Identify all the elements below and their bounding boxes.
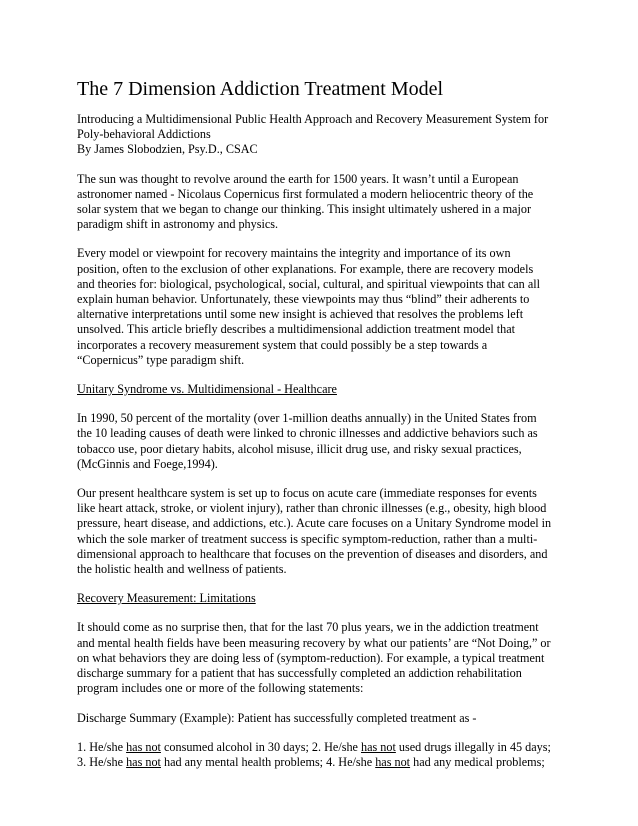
text-line: (McGinnis and Foege,1994). bbox=[77, 456, 218, 471]
text-line: and mental health fields have been measuring recovery by what our patients’ are “Not Doing,” or bbox=[77, 635, 551, 650]
text-line: solar system that we began to change our thinking. This insight ultimately ushered in a major bbox=[77, 202, 532, 217]
discharge-statement-list bbox=[77, 740, 578, 770]
list-text: consumed alcohol in 30 days; 2. He/she bbox=[160, 739, 361, 754]
text-line: the holistic health and wellness of patients. bbox=[77, 562, 287, 577]
paragraph-mortality bbox=[77, 411, 578, 472]
document-title: The 7 Dimension Addiction Treatment Model bbox=[77, 78, 444, 100]
emphasis-has-not: has not bbox=[126, 754, 161, 769]
text-line: program includes one or more of the following statements: bbox=[77, 681, 364, 696]
subtitle-line: Introducing a Multidimensional Public Health Approach and Recovery Measurement System for bbox=[77, 112, 549, 126]
text-line: In 1990, 50 percent of the mortality (over 1-million deaths annually) in the United States from bbox=[77, 411, 537, 426]
emphasis-has-not: has not bbox=[126, 739, 161, 754]
paragraph-copernicus bbox=[77, 172, 578, 233]
list-text: had any medical problems; bbox=[410, 754, 545, 769]
text-line: “Copernicus” type paradigm shift. bbox=[77, 352, 245, 367]
text-line: incorporates a recovery measurement system that could possibly be a step towards a bbox=[77, 337, 488, 352]
text-line: dimensional approach to healthcare that focuses on the prevention of diseases and disorders, and bbox=[77, 546, 548, 561]
paragraph-healthcare-system bbox=[77, 486, 578, 577]
list-text: 3. He/she bbox=[77, 754, 127, 769]
text-line: discharge summary for a patient that has successfully completed an addiction rehabilitation bbox=[77, 666, 522, 681]
text-line: which the sole marker of treatment success is specific symptom-reduction, rather than a multi- bbox=[77, 531, 538, 546]
list-item bbox=[77, 755, 578, 770]
text-line: Our present healthcare system is set up to focus on acute care (immediate responses for events bbox=[77, 486, 537, 501]
text-line: position, often to the exclusion of other explanations. For example, there are recovery models bbox=[77, 261, 534, 276]
text-line: on what behaviors they are doing less of (symptom-reduction). For example, a typical treatment bbox=[77, 650, 545, 665]
text-line: unsolved. This article briefly describes a multidimensional addiction treatment model that bbox=[77, 322, 516, 337]
text-line: The sun was thought to revolve around the earth for 1500 years. It wasn’t until a European bbox=[77, 171, 519, 186]
author-byline: By James Slobodzien, Psy.D., CSAC bbox=[77, 142, 258, 157]
emphasis-has-not: has not bbox=[361, 739, 396, 754]
list-text: used drugs illegally in 45 days; bbox=[395, 739, 551, 754]
text-line: paradigm shift in astronomy and physics. bbox=[77, 217, 279, 232]
text-line: and theories for: biological, psychological, social, cultural, and spiritual viewpoints that can all bbox=[77, 276, 541, 291]
paragraph-viewpoints bbox=[77, 246, 578, 368]
section-heading-unitary-syndrome: Unitary Syndrome vs. Multidimensional - Healthcare bbox=[77, 382, 337, 397]
list-item bbox=[77, 740, 578, 755]
list-text: had any mental health problems; 4. He/she bbox=[160, 754, 376, 769]
text-line: pressure, heart disease, and addictions, etc.). Acute care focuses on a Unitary Syndrome model in bbox=[77, 516, 552, 531]
text-line: tobacco use, poor dietary habits, alcohol misuse, illicit drug use, and risky sexual practices, bbox=[77, 441, 522, 456]
list-text: 1. He/she bbox=[77, 739, 127, 754]
text-line: It should come as no surprise then, that for the last 70 plus years, we in the addiction treatment bbox=[77, 620, 539, 635]
text-line: astronomer named - Nicolaus Copernicus first formulated a modern heliocentric theory of the bbox=[77, 186, 534, 201]
subtitle-block bbox=[77, 112, 578, 158]
text-line: the 10 leading causes of death were linked to chronic illnesses and addictive behaviors such as bbox=[77, 426, 538, 441]
text-line: explain human behavior. Unfortunately, these viewpoints may thus “blind” their adherents to bbox=[77, 292, 530, 307]
text-line: like heart attack, stroke, or violent injury), rather than chronic illnesses (e.g., obesity, high blood bbox=[77, 501, 547, 516]
text-line: Every model or viewpoint for recovery maintains the integrity and importance of its own bbox=[77, 246, 511, 261]
paragraph-measuring-recovery bbox=[77, 620, 578, 696]
text-line: alternative interpretations until some new insight is achieved that resolves the problems left bbox=[77, 307, 524, 322]
paragraph-discharge-summary: Discharge Summary (Example): Patient has successfully completed treatment as - bbox=[77, 710, 477, 725]
section-heading-recovery-measurement: Recovery Measurement: Limitations bbox=[77, 591, 256, 606]
subtitle-line: Poly-behavioral Addictions bbox=[77, 127, 211, 142]
emphasis-has-not: has not bbox=[375, 754, 411, 769]
